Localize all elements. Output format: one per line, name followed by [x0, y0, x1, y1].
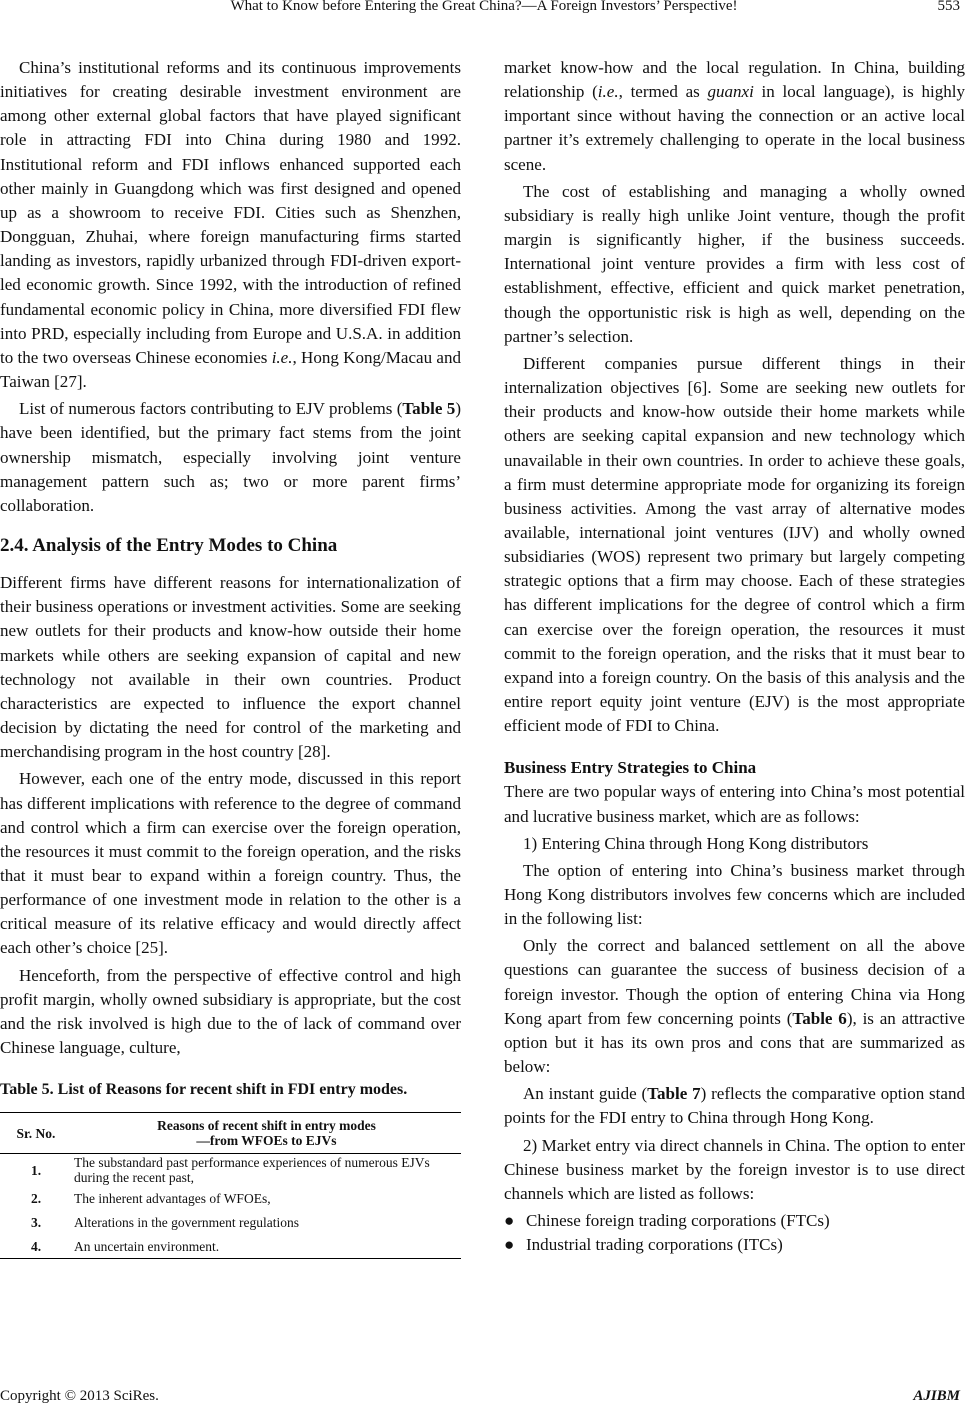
- list-item: 1) Entering China through Hong Kong distributors: [523, 833, 869, 853]
- bullet-icon: ●: [504, 1211, 515, 1231]
- copyright-notice: Copyright © 2013 SciRes.: [0, 1388, 159, 1404]
- paragraph: An instant guide (Table 7) reflects the comparative option stand points for the FDI entry to China through Hong Kong.: [504, 1084, 965, 1128]
- reasons-table: [0, 1112, 461, 1259]
- paragraph: 2) Market entry via direct channels in China. The option to enter Chinese business market by the foreign investor is to use direct channels which are listed as follows:: [504, 1135, 965, 1203]
- col-header-reason: Reasons of recent shift in entry modes —from WFOEs to EJVs: [157, 1118, 376, 1149]
- table-reference[interactable]: Table 6: [792, 1008, 847, 1028]
- row-text: Alterations in the government regulations: [74, 1214, 299, 1230]
- table-row: [0, 1186, 461, 1210]
- right-column: [504, 56, 965, 1257]
- bullet-item: ● Industrial trading corporations (ITCs): [504, 1233, 965, 1257]
- paragraph: Different companies pursue different things in their internalization objectives [6]. Some are seeking new outlets for their products and know-how outside their home markets while others are seeking capital expansion and new technology which unavailable in their own countries. In order to achieve these goals, a firm must determine appropriate mode for organizing its foreign business activities. Among the vast array of alternative modes available, international joint ventures (IJV) and wholly owned subsidiaries (WOS) represent two primary but largely competing strategic options that a firm may choose. Each of these strategies has different implications for the degree of control which a firm can exercise over the foreign operation, the resources it must commit to the foreign operation, and the risks that it must bear to expand into a foreign country. On the basis of this analysis and the entire report equity joint venture (EJV) is the most appropriate efficient mode of FDI to China.: [504, 353, 965, 736]
- row-text: The substandard past performance experiences of numerous EJVs during the recent past,: [74, 1155, 430, 1186]
- table-reference[interactable]: Table 7: [647, 1084, 701, 1104]
- row-text: The inherent advantages of WFOEs,: [74, 1190, 271, 1206]
- table-row: [0, 1154, 461, 1187]
- paragraph: market know-how and the local regulation. In China, building relationship (i.e., termed as guanxi in local language), is highly important since without having the connection or an active local partner it’s extremely challenging to operate in the local business scene.: [504, 58, 965, 174]
- journal-name: AJIBM: [913, 1388, 960, 1404]
- page-header: [0, 0, 968, 24]
- subsection-heading: Business Entry Strategies to China: [504, 758, 757, 778]
- row-number: 4.: [0, 1234, 72, 1259]
- running-title: What to Know before Entering the Great China?—A Foreign Investors’ Perspective!: [230, 0, 738, 14]
- left-column: [0, 56, 461, 1259]
- bullet-icon: ●: [504, 1235, 515, 1255]
- row-number: 3.: [30, 1214, 42, 1230]
- paragraph: Different firms have different reasons for internationalization of their business operations or investment activities. Some are seeking new outlets for their products and know-how outside their home markets while others are seeking expansion of capital and new technology not available in their own countries. Product characteristics are expected to influence the export channel decision by dictating the need for control of the marketing and merchandising program in the host country [28].: [0, 573, 461, 762]
- paragraph: China’s institutional reforms and its continuous improvements initiatives for creating desirable investment environment are among other external global factors that have played significant role in attracting FDI into China during 1980 and 1992. Institutional reform and FDI inflows enhanced supported each other mainly in Guangdong which was first designed and opened up as a showroom to receive FDI. Cities such as Shenzhen, Dongguan, Zhuhai, where foreign manufacturing firms started landing as investors, rapidly urbanized through FDI-driven export-led economic growth. Since 1992, with the introduction of refined fundamental economic policy in China, more diversified FDI flew into PRD, especially including from Europe and U.S.A. in addition to the two overseas Chinese economies i.e., Hong Kong/Macau and Taiwan [27].: [0, 58, 461, 392]
- row-text: An uncertain environment.: [72, 1234, 461, 1259]
- paragraph: However, each one of the entry mode, discussed in this report has different implications with reference to the degree of command and control which a firm can exercise over the foreign operation, the resources it must commit to the foreign operation, and the risks that it must bear to expand within a foreign country. Thus, the performance of one investment mode in relation to the other is a critical measure of its relative efficacy and would directly affect each other’s choice [25].: [0, 769, 461, 958]
- row-number: 1.: [30, 1162, 42, 1178]
- bullet-item: ● Chinese foreign trading corporations (FTCs): [504, 1209, 965, 1233]
- section-heading: 2.4. Analysis of the Entry Modes to China: [0, 534, 338, 556]
- paragraph: The cost of establishing and managing a wholly owned subsidiary is really high unlike Joint venture, though the profit margin is significantly higher, if the business succeeds. International joint venture provides a firm with less cost of establishment, effective, efficient and quick market penetration, though the opportunistic risk is high as well, depending on the partner’s selection.: [504, 181, 965, 346]
- paragraph: Henceforth, from the perspective of effective control and high profit margin, wholly owned subsidiary is appropriate, but the cost and the risk involved is high due to the of lack of command over Chinese language, culture,: [0, 965, 461, 1058]
- col-header-no: Sr. No.: [16, 1125, 56, 1141]
- table-row: [0, 1234, 461, 1259]
- paragraph: The option of entering into China’s business market through Hong Kong distributors involves few concerns which are included in the following list:: [504, 860, 965, 929]
- paragraph: List of numerous factors contributing to EJV problems (Table 5) have been identified, but the primary fact stems from the joint ownership mismatch, especially involving joint venture management pattern such as; two or more parent firms’ collaboration.: [0, 399, 461, 515]
- page-number: 553: [937, 0, 960, 14]
- table-caption: Table 5. List of Reasons for recent shift in FDI entry modes.: [0, 1081, 408, 1099]
- table-row: [0, 1210, 461, 1234]
- row-number: 2.: [30, 1190, 42, 1206]
- table-reference[interactable]: Table 5: [402, 399, 456, 419]
- table-header-row: [0, 1113, 461, 1154]
- paragraph: There are two popular ways of entering into China’s most potential and lucrative business market, which are as follows:: [504, 782, 965, 826]
- paragraph: Only the correct and balanced settlement on all the above questions can guarantee the success of business decision of a foreign investor. Though the option of entering China via Hong Kong apart from few concerning points (Table 6), is an attractive option but it has its own pros and cons that are summarized as below:: [504, 936, 965, 1077]
